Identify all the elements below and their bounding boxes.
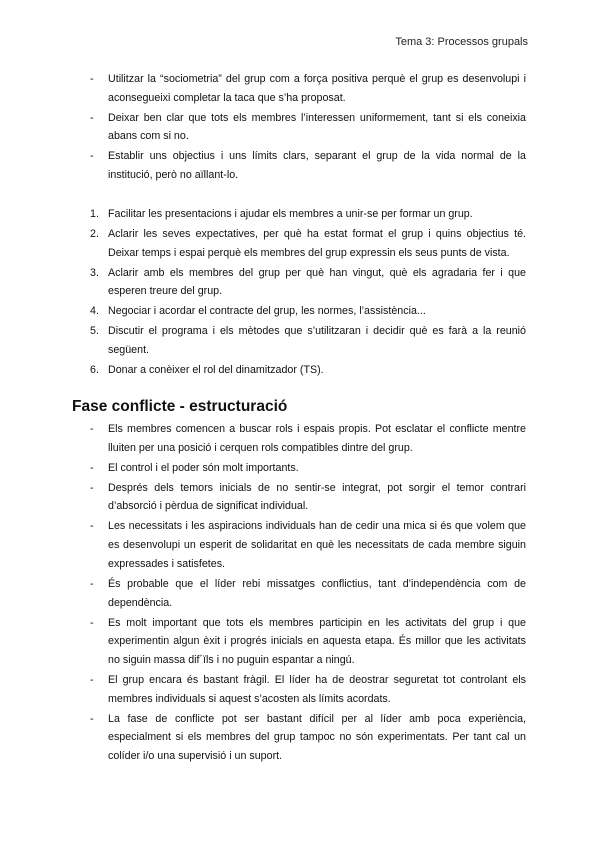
bullet-marker: - [90,150,94,163]
list-item [90,109,526,146]
list-item [90,420,526,457]
list-item [90,575,526,612]
bullet-list-conflict [90,420,526,767]
list-item [90,361,526,380]
bullet-marker: - [90,423,94,435]
numbered-list [90,205,526,381]
item-number: 1. [90,208,99,220]
list-item [90,614,526,670]
bullet-marker: - [90,520,94,533]
list-item [90,70,526,107]
list-item [90,517,526,573]
list-item-text: Les necessitats i les aspiracions individuals han de cedir una mica si és que volem que es desenvolupi un esperit de solidaritat en què les necessitats de cada membre siguin expressades i satisfetes. [108,520,526,570]
list-item [90,459,526,478]
list-item-text: Establir uns objectius i uns límits clars, separant el grup de la vida normal de la institució, però no aïllant-lo. [108,150,526,182]
item-number: 6. [90,364,99,377]
list-item [90,671,526,708]
bullet-list-top [90,70,526,186]
list-item-text: El control i el poder són molt importants. [108,461,299,474]
page-header: Tema 3: Processos grupals [395,36,528,48]
section-heading: Fase conflicte - estructuració [72,398,288,415]
bullet-marker: - [90,481,94,494]
list-item [90,322,526,359]
list-item-text: La fase de conflicte pot ser bastant difícil per al líder amb poca experiència, especialment si els membres del grup tampoc no són experimentats. Per tant cal un colíder i/o una supervisió i un suport. [108,712,526,763]
bullet-marker: - [90,673,94,686]
bullet-marker: - [90,577,94,590]
bullet-marker: - [90,616,94,629]
list-item [90,225,526,262]
list-item-text: Utilitzar la “sociometria” del grup com a força positiva perquè el grup es desenvolupi i aconsegueixi completar la taca que s’ha proposat. [108,73,526,104]
list-item [90,205,526,224]
list-item-text: Deixar ben clar que tots els membres l’interessen uniformement, tant si els coneixia abans com si no. [108,111,526,143]
bullet-marker: - [90,73,94,85]
list-item-text: Després dels temors inicials de no sentir-se integrat, pot sorgir el temor contrari d’absorció i pèrdua de significat individual. [108,481,526,513]
bullet-marker: - [90,712,94,725]
list-item-text: Discutir el programa i els mètodes que s’utilitzaran i decidir què es farà a la reunió següent. [108,325,526,357]
list-item [90,710,526,766]
list-item-text: Aclarir les seves expectatives, per què ha estat format el grup i quins objectius té. Deixar temps i espai perquè els membres del grup expressin els seus punts de vista. [108,228,526,259]
item-number: 4. [90,305,99,318]
item-number: 2. [90,228,99,240]
list-item-text: Es molt important que tots els membres participin en les activitats del grup i que experimentin algun èxit i progrés inicials en aquesta etapa. És millor que les activitats no siguin massa dif´ïls i no puguin espantar a ningú. [108,616,526,666]
list-item [90,302,526,321]
list-item-text: Donar a conèixer el rol del dinamitzador (TS). [108,364,324,377]
list-item-text: Negociar i acordar el contracte del grup, les normes, l’assistència... [108,305,426,318]
bullet-marker: - [90,111,94,124]
list-item-text: Aclarir amb els membres del grup per què han vingut, què els agradaria fer i que esperen treure del grup. [108,266,526,298]
item-number: 3. [90,266,99,279]
list-item-text: Els membres comencen a buscar rols i espais propis. Pot esclatar el conflicte mentre lluiten per una posició i cerquen rols compatibles dintre del grup. [108,423,526,454]
list-item [90,264,526,301]
item-number: 5. [90,325,99,338]
list-item [90,147,526,184]
list-item-text: És probable que el líder rebi missatges conflictius, tant d’independència com de dependència. [108,577,526,609]
bullet-marker: - [90,461,94,474]
list-item-text: Facilitar les presentacions i ajudar els membres a unir-se per formar un grup. [108,208,473,220]
list-item [90,479,526,516]
list-item-text: El grup encara és bastant fràgil. El líder ha de deostrar seguretat tot controlant els membres individuals si aquest s’acosten als límits acordats. [108,673,526,705]
